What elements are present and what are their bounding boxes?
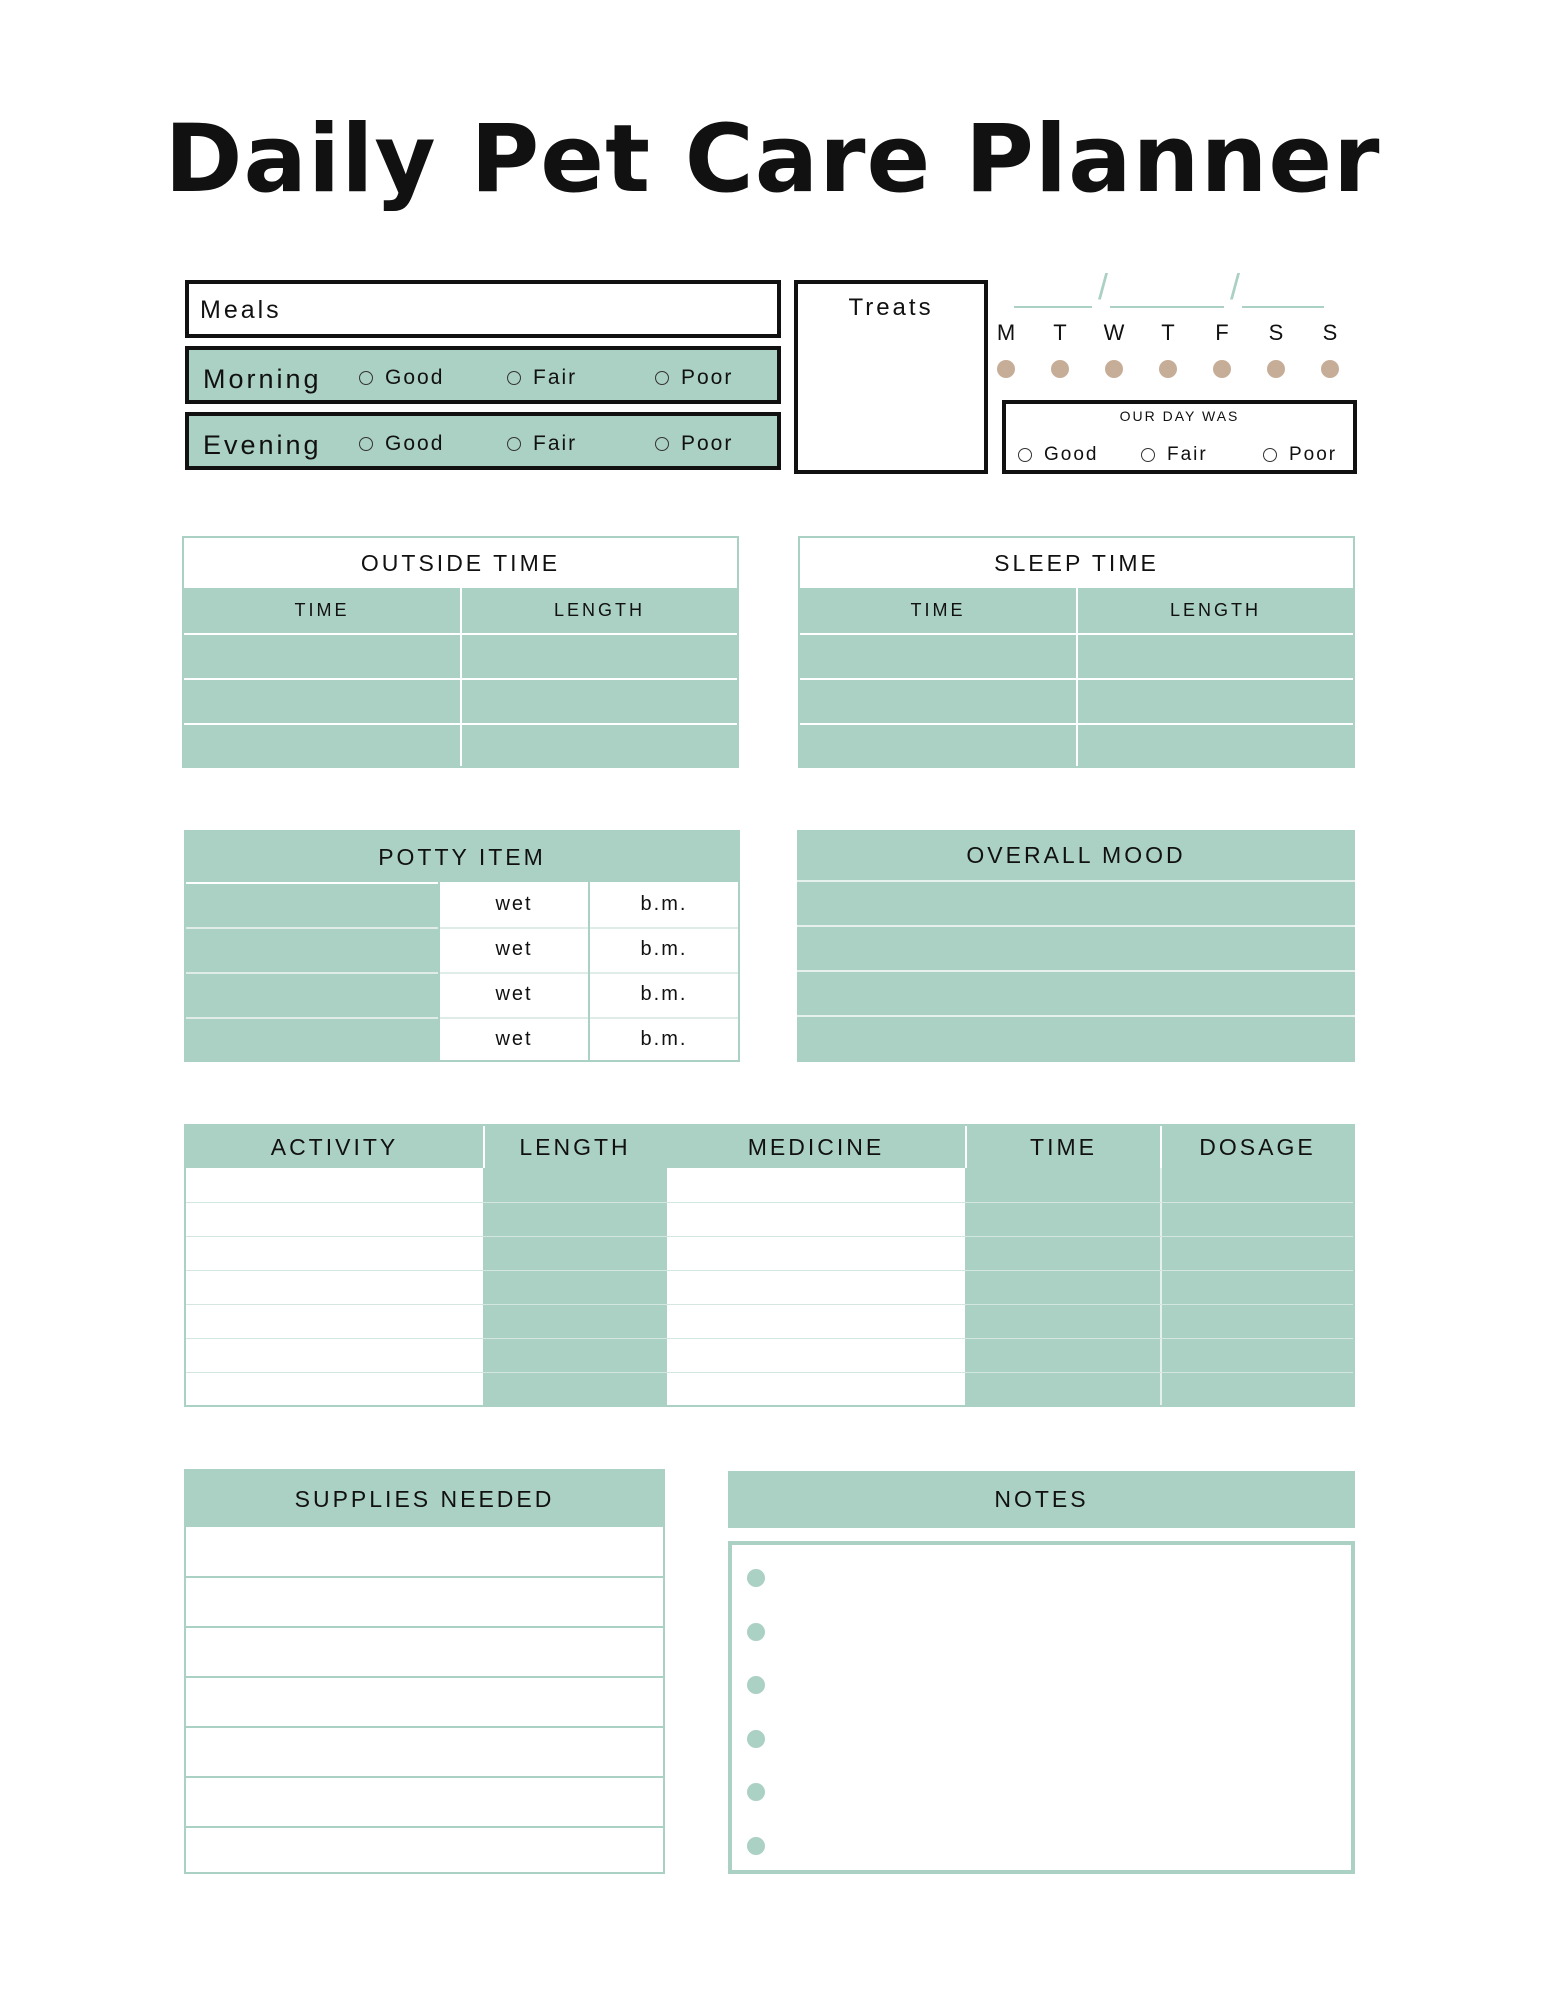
radio-circle-icon[interactable] [1018,448,1032,462]
divider [800,678,1353,680]
divider [186,1576,663,1578]
column-header: TIME [910,600,966,620]
divider [186,1017,738,1019]
divider [800,723,1353,725]
outside-time-title: OUTSIDE TIME [184,538,737,588]
potty-bm-label[interactable]: b.m. [640,893,688,915]
divider [797,1015,1355,1017]
divider [1160,1126,1162,1168]
treats-label: Treats [848,294,934,321]
radio-option[interactable]: Fair [507,366,577,390]
divider [665,1168,667,1405]
column-header-activity: ACTIVITY [270,1134,399,1160]
sleep-time-table [798,536,1355,768]
column-header-dosage: DOSAGE [1199,1134,1316,1160]
supplies-title: SUPPLIES NEEDED [186,1471,663,1527]
radio-circle-icon[interactable] [1263,448,1277,462]
divider [186,972,738,974]
potty-wet-label[interactable]: wet [495,983,533,1005]
radio-circle-icon[interactable] [507,437,521,451]
bullet-dot-icon [747,1730,765,1748]
radio-circle-icon[interactable] [359,371,373,385]
divider [186,1776,663,1778]
divider [800,633,1353,635]
our-day-box [1002,400,1357,474]
column-header-time: TIME [1030,1134,1097,1160]
divider [186,882,738,884]
radio-option[interactable]: Fair [507,432,577,456]
date-line[interactable] [1010,272,1340,312]
divider [965,1126,967,1168]
radio-option[interactable]: Good [359,432,444,456]
our-day-title: OUR DAY WAS [1119,408,1240,424]
potty-wet-label[interactable]: wet [495,893,533,915]
potty-title: POTTY ITEM [186,832,738,882]
weekday-label: S [1268,320,1284,345]
weekday-dot[interactable] [1051,360,1069,378]
radio-circle-icon[interactable] [655,371,669,385]
divider [483,1168,485,1405]
weekday-dot[interactable] [1159,360,1177,378]
meal-row-evening [185,412,781,470]
bullet-dot-icon [747,1676,765,1694]
column-header: TIME [294,600,350,620]
bullet-dot-icon [747,1623,765,1641]
date-separator: / [1230,266,1241,307]
potty-table [184,830,740,1062]
divider [186,1304,1353,1305]
bullet-dot-icon [747,1783,765,1801]
potty-wet-label[interactable]: wet [495,938,533,960]
weekday-dot[interactable] [1321,360,1339,378]
divider [965,1168,967,1405]
bullet-dot-icon [747,1569,765,1587]
supplies-list[interactable] [186,1527,663,1872]
divider [184,678,737,680]
divider [797,970,1355,972]
weekday-label: W [1103,320,1125,345]
radio-option[interactable]: Fair [1141,444,1208,466]
divider [186,1726,663,1728]
radio-circle-icon[interactable] [359,437,373,451]
potty-bm-label[interactable]: b.m. [640,983,688,1005]
potty-bm-label[interactable]: b.m. [640,938,688,960]
radio-circle-icon[interactable] [1141,448,1155,462]
column-header-length: LENGTH [519,1134,631,1160]
weekday-label: T [1161,320,1175,345]
meal-row-label: Morning [203,364,322,394]
divider [186,1676,663,1678]
potty-item-column[interactable] [186,882,438,1060]
column-header-medicine: MEDICINE [747,1134,885,1160]
overall-mood-table[interactable] [797,830,1355,1062]
notes-title: NOTES [728,1471,1355,1528]
weekday-dot[interactable] [1267,360,1285,378]
outside-time-table [182,536,739,768]
divider [184,723,737,725]
divider [797,880,1355,882]
page-title: Daily Pet Care Planner [164,105,1381,214]
length-column[interactable] [485,1168,665,1405]
divider [797,925,1355,927]
divider [186,1626,663,1628]
potty-bm-label[interactable]: b.m. [640,1028,688,1050]
divider [186,1236,1353,1237]
weekday-label: S [1322,320,1338,345]
radio-option[interactable]: Poor [655,432,733,456]
treats-box[interactable] [794,280,988,474]
notes-box[interactable] [728,1541,1355,1874]
radio-circle-icon[interactable] [507,371,521,385]
divider [186,1270,1353,1271]
column-header: LENGTH [553,600,645,620]
weekday-dot[interactable] [1105,360,1123,378]
divider [1160,1168,1162,1405]
radio-option[interactable]: Poor [1263,444,1337,466]
divider [1076,588,1078,766]
weekday-label: F [1215,320,1229,345]
weekday-label: T [1053,320,1067,345]
weekday-label: M [996,320,1016,345]
column-header: LENGTH [1169,600,1261,620]
potty-wet-label[interactable]: wet [495,1028,533,1050]
date-separator: / [1098,266,1109,307]
divider [186,1338,1353,1339]
divider [483,1126,485,1168]
meals-label: Meals [200,296,282,324]
divider [186,1826,663,1828]
weekday-dot[interactable] [1213,360,1231,378]
bullet-dot-icon [747,1837,765,1855]
weekday-dot[interactable] [997,360,1015,378]
divider [186,1372,1353,1373]
activity-medicine-table [184,1124,1355,1407]
radio-option[interactable]: Good [1018,444,1098,466]
divider [186,927,738,929]
overall-mood-title: OVERALL MOOD [797,830,1355,880]
radio-option[interactable]: Poor [655,366,733,390]
divider [184,633,737,635]
supplies-table [184,1469,665,1874]
meal-row-label: Evening [203,430,322,460]
radio-option[interactable]: Good [359,366,444,390]
sleep-time-title: SLEEP TIME [800,538,1353,588]
meal-row-morning [185,346,781,404]
divider [186,1202,1353,1203]
divider [460,588,462,766]
radio-circle-icon[interactable] [655,437,669,451]
